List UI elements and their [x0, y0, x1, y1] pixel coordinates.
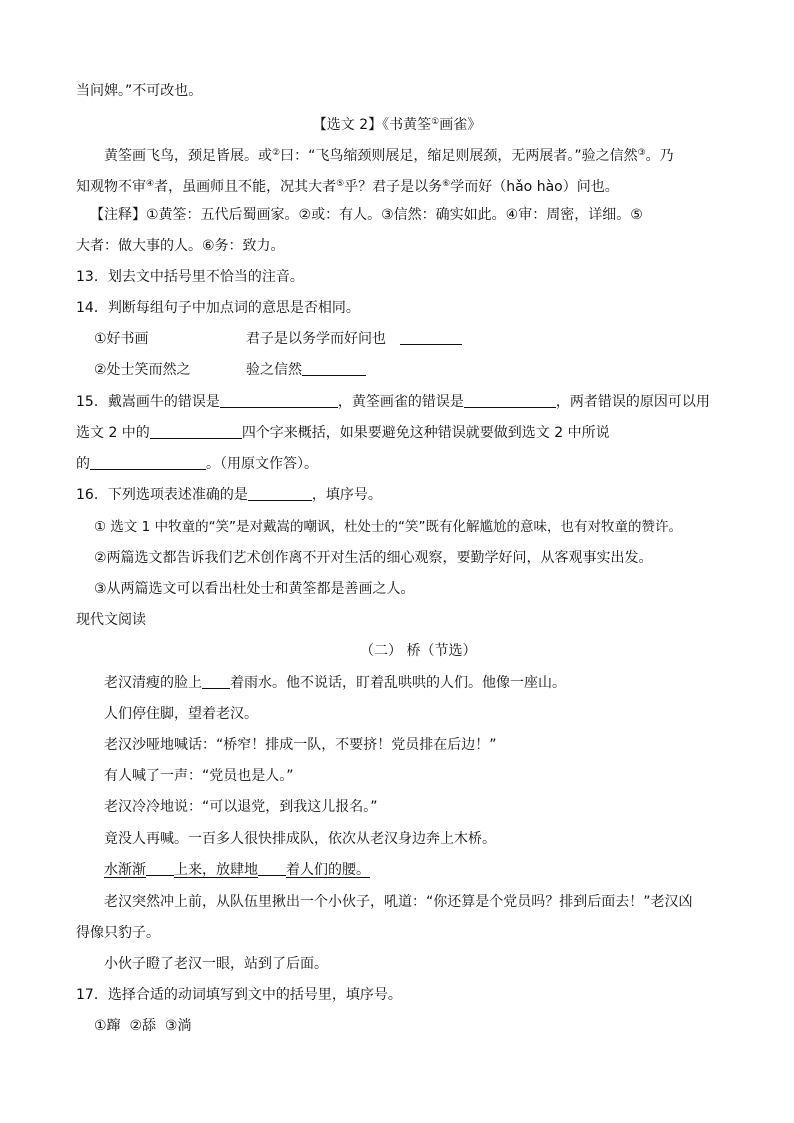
question-15-line-2: 选文 2 中的 四个字来概括，如果要避免这种错误就要做到选文 2 中所说 [76, 425, 610, 441]
wen2-notes-line-2: 大者：做大事的人。⑥务：致力。 [76, 238, 285, 254]
question-16-option-3: ③从两篇选文可以看出杜处士和黄筌都是善画之人。 [94, 581, 415, 597]
answer-blank-17-3[interactable] [258, 861, 286, 876]
passage-paragraph-5: 老汉冷冷地说：“可以退党，到我这儿报名。” [104, 799, 378, 815]
passage-title: （二） 桥（节选） [360, 643, 477, 659]
wen2-paragraph-line-1: 黄筌画飞鸟，颈足皆展。或②曰：“飞鸟缩颈则展足，缩足则展颈，无两展者。”验之信然③。乃 [104, 148, 674, 164]
question-15-line-1: 15．戴嵩画牛的错误是 ，黄筌画雀的错误是 ，两者错误的原因可以用 [76, 394, 710, 410]
wen2-notes-line-1: 【注释】①黄筌：五代后蜀画家。②或：有人。③信然：确实如此。④审：周密，详细。⑤ [90, 207, 643, 223]
answer-blank-15-4[interactable] [90, 455, 206, 470]
passage-paragraph-7-underlined: 水渐渐 上来，放肆地 着人们的腰。 [104, 862, 370, 878]
question-16-stem: 16．下列选项表述准确的是 ，填序号。 [76, 487, 382, 503]
question-14-row-2-left: ②处士笑而然之 [94, 362, 191, 378]
question-14-stem: 14．判断每组句子中加点词的意思是否相同。 [76, 300, 360, 316]
answer-blank-14-2[interactable] [302, 361, 366, 376]
question-14-row-1-left: ①好书画 [94, 331, 149, 347]
question-15-line-3: 的 。（用原文作答）。 [76, 456, 318, 472]
wen1-closing-line: 当问婢。”不可改也。 [76, 83, 203, 99]
question-16-option-2: ②两篇选文都告诉我们艺术创作离不开对生活的细心观察，要勤学好问，从客观事实出发。 [94, 550, 653, 566]
passage-paragraph-8-line-2: 得像只豹子。 [76, 925, 160, 941]
answer-blank-17-2[interactable] [146, 861, 174, 876]
question-13: 13．划去文中括号里不恰当的注音。 [76, 269, 304, 285]
question-14-row-1-right: 君子是以务学而好问也 [246, 329, 462, 349]
answer-blank-15-1[interactable] [220, 393, 338, 408]
answer-blank-16[interactable] [248, 486, 312, 501]
answer-blank-15-3[interactable] [150, 424, 242, 439]
answer-blank-14-1[interactable] [400, 330, 462, 345]
question-16-option-1: ① 选文 1 中牧童的“笑”是对戴嵩的嘲讽，杜处士的“笑”既有化解尴尬的意味，也有对牧童的赞许。 [94, 519, 683, 535]
question-17-options: ①蹿 ②舔 ③淌 [94, 1018, 192, 1034]
passage-paragraph-6: 竟没人再喊。一百多人很快排成队，依次从老汉身边奔上木桥。 [104, 831, 496, 847]
passage-paragraph-2: 人们停住脚，望着老汉。 [104, 706, 258, 722]
passage-paragraph-1: 老汉清瘦的脸上 着雨水。他不说话，盯着乱哄哄的人们。他像一座山。 [104, 675, 566, 691]
wen2-title: 【选文 2】《书黄筌①画雀》 [312, 117, 482, 133]
answer-blank-17-1[interactable] [202, 674, 230, 689]
section-heading-modern-reading: 现代文阅读 [76, 612, 146, 628]
passage-paragraph-9: 小伙子瞪了老汉一眼，站到了后面。 [104, 956, 328, 972]
passage-paragraph-4: 有人喊了一声：“党员也是人。” [104, 768, 294, 784]
question-17-stem: 17．选择合适的动词填写到文中的括号里，填序号。 [76, 987, 402, 1003]
answer-blank-15-2[interactable] [464, 393, 556, 408]
passage-paragraph-3: 老汉沙哑地喊话：“桥窄！排成一队，不要挤！党员排在后边！” [104, 737, 497, 753]
question-14-row-2-right: 验之信然 [246, 360, 366, 380]
passage-paragraph-8-line-1: 老汉突然冲上前，从队伍里揪出一个小伙子，吼道：“你还算是个党员吗？排到后面去！”老汉凶 [104, 894, 693, 910]
wen2-paragraph-line-2: 知观物不审④者，虽画师且不能，况其大者⑤乎？君子是以务⑥学而好（hǎo hào）问也。 [76, 179, 619, 195]
